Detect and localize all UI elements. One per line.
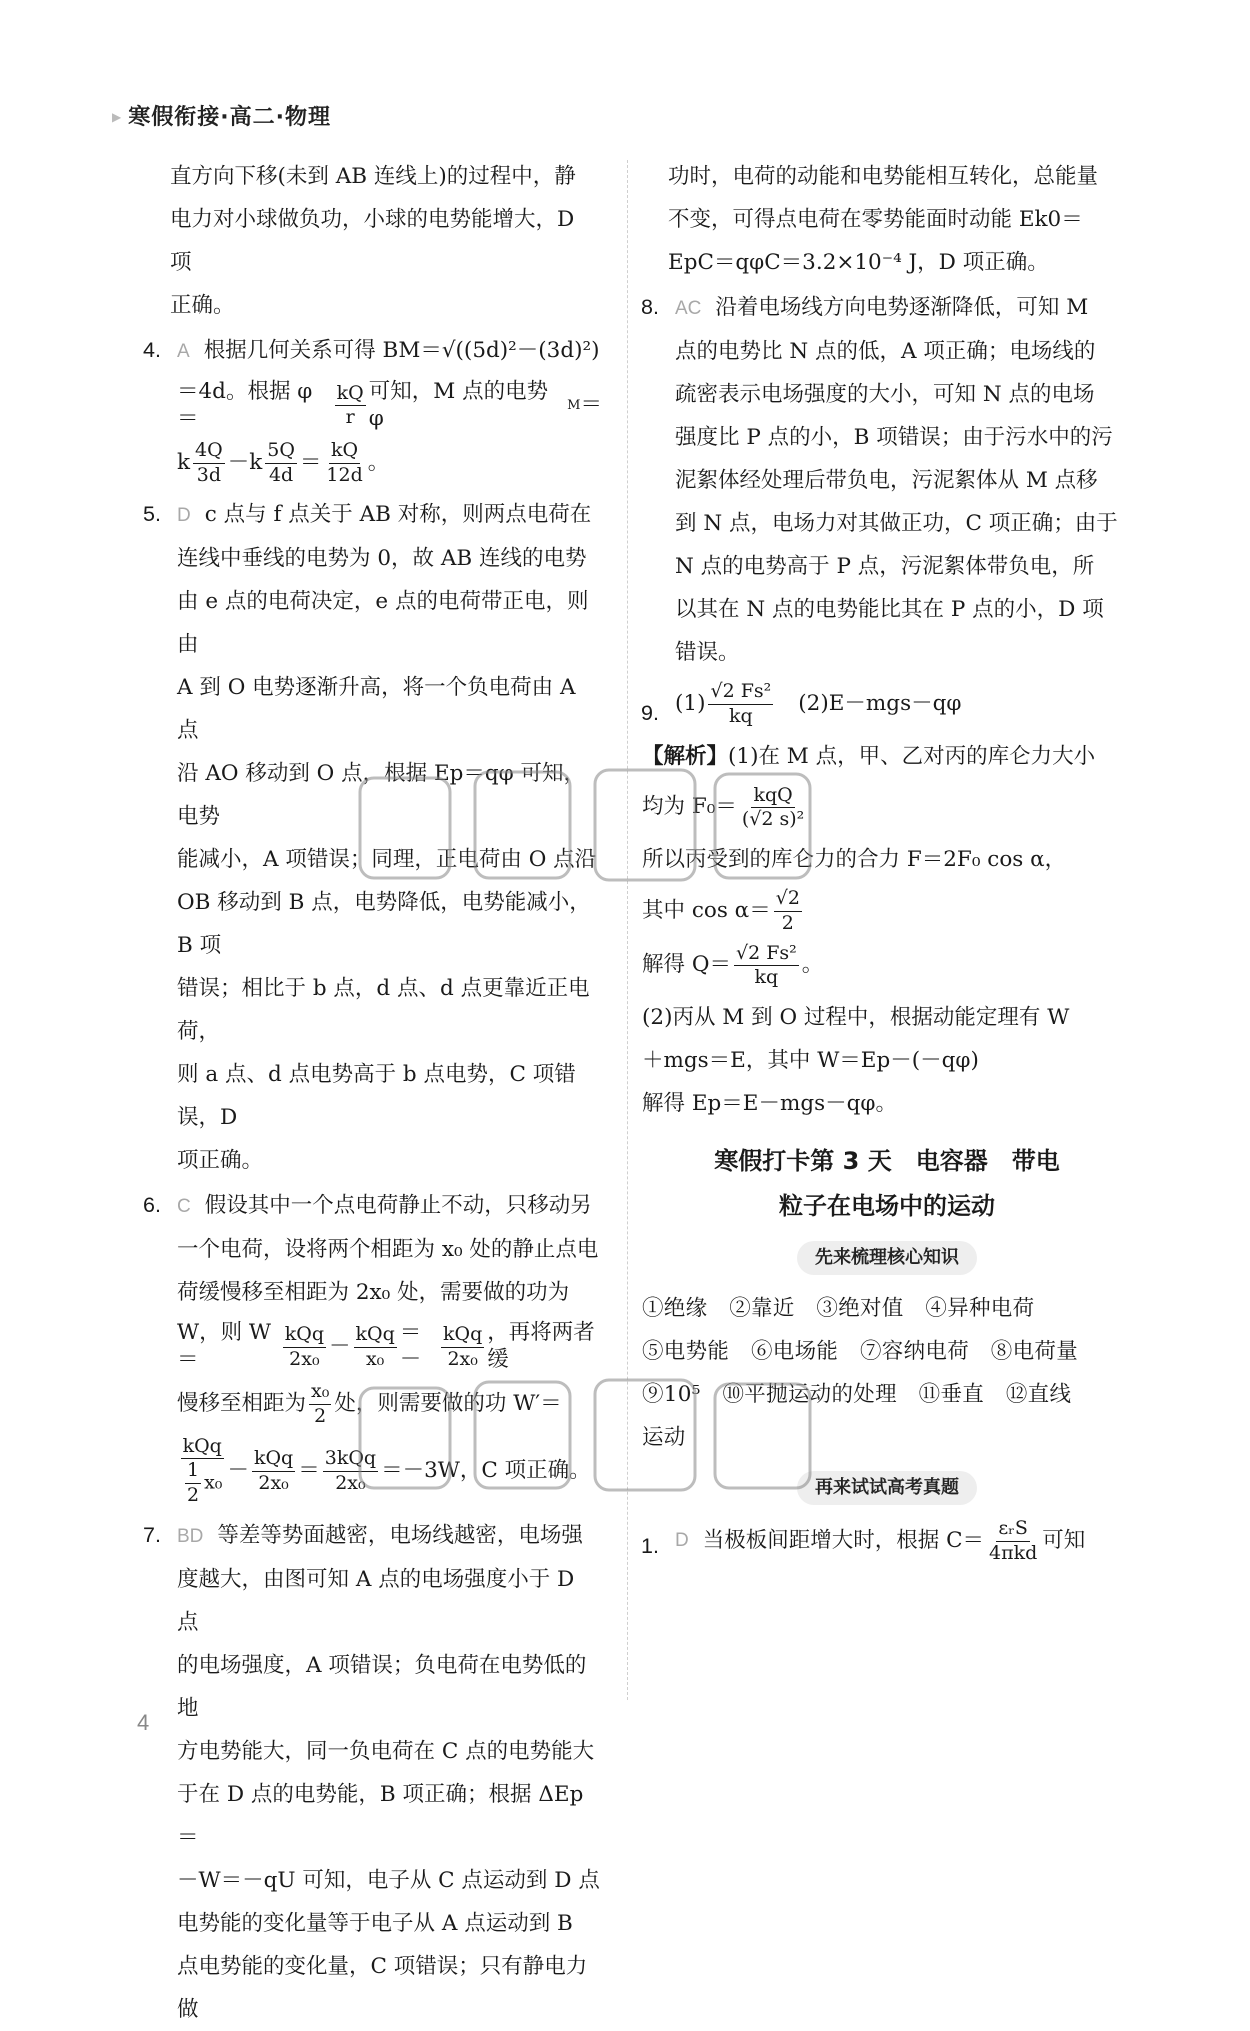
denominator: kq (729, 704, 753, 727)
text-span: 假设其中一个点电荷静止不动，只移动另 (204, 1193, 592, 1219)
text-line: 度越大，由图可知 A 点的电场强度小于 D 点 (177, 1566, 575, 1635)
text-span: － (329, 1333, 351, 1359)
numerator: 4Q (193, 439, 225, 464)
fraction (708, 680, 773, 729)
answer-item-6 (144, 1184, 602, 1508)
item-number: 6. (143, 1193, 161, 1218)
fraction (323, 1447, 378, 1496)
text-line (177, 1514, 602, 1558)
numerator: kQq (283, 1323, 326, 1348)
numerator: kQq (441, 1323, 484, 1348)
denominator: r (345, 406, 355, 429)
item-number: 9. (641, 701, 659, 725)
answer-letter: A (177, 341, 190, 362)
text-line: 连线中垂线的电势为 0，故 AB 连线的电势 (177, 546, 587, 572)
denominator: 2x₀ (289, 1347, 320, 1370)
text-line: 则 a 点、d 点电势高于 b 点电势，C 项错误，D (177, 1062, 576, 1131)
right-column (642, 155, 1132, 1572)
text-line: 点电势能的变化量，C 项错误；只有静电力做 (177, 1953, 588, 2022)
answer-item-7 (144, 1514, 602, 2031)
page-header (112, 100, 331, 131)
text-line: 沿 AO 移动到 O 点，根据 Ep＝qφ 可知，电势 (177, 761, 586, 830)
section-title-line: 寒假打卡第 3 天 电容器 带电 (714, 1147, 1060, 1175)
fraction (987, 1517, 1039, 1566)
header-arrow-icon: ▶ (112, 110, 123, 124)
denominator: kq (754, 966, 779, 989)
text-line (642, 735, 1132, 778)
denominator: 2x₀ (335, 1471, 366, 1494)
text-line: 到 N 点，电场力对其做正功，C 项正确；由于 (675, 511, 1118, 536)
text-line: 项正确。 (177, 1148, 264, 1174)
core-knowledge-heading: 先来梳理核心知识 (797, 1241, 977, 1275)
text-line: 直方向下移(未到 AB 连线上)的过程中，静 (170, 164, 576, 189)
answer-letter: BD (177, 1525, 204, 1547)
text-line (177, 329, 602, 373)
denominator: 3d (196, 463, 221, 486)
fraction (335, 382, 366, 431)
text-line: 点的电势比 N 点的低，A 项正确；电场线的 (675, 339, 1096, 364)
fraction (309, 1380, 331, 1429)
text-span: ＝4d。根据 φ＝ (177, 379, 313, 431)
item-number: 7. (143, 1522, 161, 1547)
text-span: (1)在 M 点，甲、乙对丙的库仑力大小 (728, 743, 1096, 769)
denominator: 2 (781, 911, 794, 934)
formula-line (177, 379, 602, 433)
text-span: ＝ (298, 1457, 320, 1483)
formula-line (675, 1517, 1132, 1566)
text-line: 电力对小球做负功，小球的电势能增大，D 项 (170, 207, 575, 275)
fraction (252, 1447, 295, 1496)
answer-item-5 (144, 493, 602, 1182)
text-line: 方电势能大，同一负电荷在 C 点的电势能大 (177, 1738, 595, 1764)
text-line: 所以丙受到的库仑力的合力 F＝2F₀ cos α， (642, 847, 1067, 872)
text-line: 电势能的变化量等于电子从 A 点运动到 B (177, 1910, 573, 1936)
text-line: 错误；相比于 b 点，d 点、d 点更靠近正电荷， (177, 976, 590, 1045)
fraction (354, 1323, 397, 1372)
numerator: 5Q (265, 439, 297, 464)
text-span: 沿着电场线方向电势逐渐降低，可知 M (715, 295, 1089, 320)
page-number: 4 (137, 1710, 150, 1735)
denominator: 2 (187, 1484, 200, 1506)
text-span: c 点与 f 点关于 AB 对称，则两点电荷在 (204, 502, 592, 528)
numerator: x₀ (309, 1380, 331, 1405)
text-span: 解得 Q＝ (642, 952, 731, 978)
text-line: 荷缓慢移至相距为 2x₀ 处，需要做的功为 (177, 1280, 570, 1306)
text-line (177, 1184, 602, 1228)
denominator: (√2 s)² (741, 808, 805, 831)
fraction (774, 887, 802, 936)
fraction (180, 1435, 224, 1508)
formula-line (177, 1380, 602, 1429)
fraction (193, 439, 225, 488)
text-line: －W＝－qU 可知，电子从 C 点运动到 D 点 (177, 1867, 600, 1893)
text-line: 一个电荷，设将两个相距为 x₀ 处的静止点电 (177, 1237, 599, 1263)
text-span: x₀ (204, 1471, 223, 1494)
subscript: M (567, 397, 581, 413)
text-line: 泥絮体经处理后带负电，污泥絮体从 M 点移 (675, 468, 1098, 493)
answer-item-8 (642, 286, 1132, 674)
text-line: 由 e 点的电荷决定，e 点的电荷带正电，则由 (177, 589, 589, 658)
text-line: 强度比 P 点的小，B 项错误；由于污水中的污 (675, 425, 1113, 450)
text-line: (2)丙从 M 到 O 过程中，根据动能定理有 W (642, 1005, 1070, 1030)
formula-line (642, 784, 1132, 833)
knowledge-line: ①绝缘 ②靠近 ③绝对值 ④异种电荷 (642, 1296, 1035, 1321)
answer-item-9 (642, 680, 1132, 729)
answer-letter: D (675, 1530, 689, 1552)
formula-line (675, 680, 1132, 729)
formula-line (177, 1320, 602, 1374)
text-span: (2)E－mgs－qφ (798, 690, 962, 716)
numerator: kQq (252, 1447, 295, 1472)
fraction (185, 1459, 201, 1508)
fraction (265, 439, 297, 488)
section-title-line: 粒子在电场中的运动 (779, 1192, 995, 1220)
denominator: 12d (326, 463, 363, 486)
text-line: 的电场强度，A 项错误；负电荷在电势低的地 (177, 1652, 587, 1721)
exam-questions-heading: 再来试试高考真题 (797, 1471, 977, 1505)
text-line: A 到 O 电势逐渐升高，将一个负电荷由 A 点 (177, 675, 576, 744)
answer-item-4 (144, 329, 602, 487)
fraction (740, 784, 806, 833)
denominator (180, 1459, 224, 1508)
text-span: ＝－ (399, 1320, 422, 1373)
item-number: 4. (143, 338, 161, 362)
text-span: 。 (801, 952, 824, 978)
answer-item-1 (642, 1517, 1132, 1566)
text-line: 功时，电荷的动能和电势能相互转化，总能量 (668, 164, 1099, 189)
numerator: √2 (774, 887, 802, 912)
denominator: 4πkd (989, 1541, 1038, 1564)
denominator: 2 (314, 1404, 327, 1427)
numerator: kQq (181, 1435, 224, 1460)
text-span: ，再将两者缓 (487, 1320, 595, 1373)
item-number: 8. (641, 295, 659, 319)
text-span: 当极板间距增大时，根据 C＝ (702, 1527, 985, 1553)
text-line: 错误。 (675, 640, 740, 665)
text-line: OB 移动到 B 点，电势降低，电势能减小，B 项 (177, 890, 591, 959)
formula-line (177, 439, 602, 488)
text-line: 能减小，A 项错误；同理，正电荷由 O 点沿 (177, 847, 597, 873)
column-divider (627, 160, 628, 1700)
text-span: 。 (367, 449, 390, 475)
numerator: εᵣS (996, 1517, 1029, 1542)
numerator: √2 Fs² (734, 942, 799, 967)
text-span: 可知，M 点的电势 φ (368, 379, 549, 431)
text-span: 可知 (1042, 1527, 1086, 1553)
fraction (441, 1323, 484, 1372)
numerator: 1 (185, 1459, 201, 1484)
numerator: kqQ (751, 784, 794, 809)
text-line (675, 286, 1132, 330)
numerator: kQq (354, 1323, 397, 1348)
text-line: 不变，可得点电荷在零势能面时动能 Ek0＝ (668, 207, 1083, 232)
text-span: 处，则需要做的功 W′＝ (334, 1390, 562, 1416)
numerator: kQ (335, 382, 366, 407)
text-span: 等差等势面越密，电场线越密，电场强 (217, 1522, 583, 1548)
text-span: ＝ (299, 449, 322, 475)
formula-line (642, 942, 1132, 991)
text-line: ＋mgs＝E，其中 W＝Ep－(－qφ) (642, 1048, 979, 1073)
text-line: 以其在 N 点的电势能比其在 P 点的小，D 项 (675, 597, 1104, 622)
numerator: kQ (329, 439, 360, 464)
text-line: 正确。 (170, 293, 235, 318)
text-line: N 点的电势高于 P 点，污泥絮体带负电，所 (675, 554, 1095, 579)
numerator: √2 Fs² (708, 680, 773, 705)
denominator: 2x₀ (447, 1347, 478, 1370)
text-line: 于在 D 点的电势能，B 项正确；根据 ΔEp＝ (177, 1781, 584, 1850)
text-line: EpC＝qφC＝3.2×10⁻⁴ J，D 项正确。 (668, 250, 1049, 275)
knowledge-line: ⑨10⁵ ⑩平抛运动的处理 ⑪垂直 ⑫直线 (642, 1382, 1072, 1407)
formula-line (642, 887, 1132, 936)
answer-letter: AC (675, 298, 702, 319)
text-span: W，则 W＝ (177, 1320, 272, 1373)
item-number: 1. (641, 1534, 659, 1558)
analysis-label: 【解析】 (642, 743, 729, 769)
text-span: ＝ (580, 392, 602, 418)
text-span: k (177, 449, 191, 475)
text-span: 慢移至相距为 (177, 1390, 307, 1416)
item-number: 5. (143, 502, 161, 527)
knowledge-line: ⑤电势能 ⑥电场能 ⑦容纳电荷 ⑧电荷量 (642, 1339, 1079, 1364)
section-title (642, 1139, 1132, 1229)
header-title: 寒假衔接·高二·物理 (128, 105, 331, 130)
text-line: 解得 Ep＝E－mgs－qφ。 (642, 1091, 897, 1116)
fraction (324, 439, 364, 488)
numerator: 3kQq (323, 1447, 378, 1472)
denominator: 4d (268, 463, 294, 486)
text-line (177, 493, 602, 537)
text-span: (1) (675, 690, 706, 716)
text-span: 均为 F₀＝ (642, 794, 737, 820)
denominator: x₀ (365, 1347, 385, 1370)
text-span: －k (227, 449, 263, 475)
text-span: 根据几何关系可得 BM＝√((5d)²－(3d)²) (203, 338, 600, 363)
answer-letter: D (177, 505, 191, 527)
left-column (144, 155, 602, 2031)
answer-letter: C (177, 1196, 191, 1218)
text-line: 疏密表示电场强度的大小，可知 N 点的电场 (675, 382, 1095, 407)
text-span: ＝－3W，C 项正确。 (381, 1457, 591, 1483)
formula-line (177, 1435, 602, 1508)
fraction (283, 1323, 326, 1372)
text-span: 其中 cos α＝ (642, 897, 771, 923)
knowledge-line: 运动 (642, 1425, 686, 1450)
denominator: 2x₀ (258, 1471, 289, 1494)
fraction (734, 942, 799, 991)
text-span: － (227, 1457, 249, 1483)
